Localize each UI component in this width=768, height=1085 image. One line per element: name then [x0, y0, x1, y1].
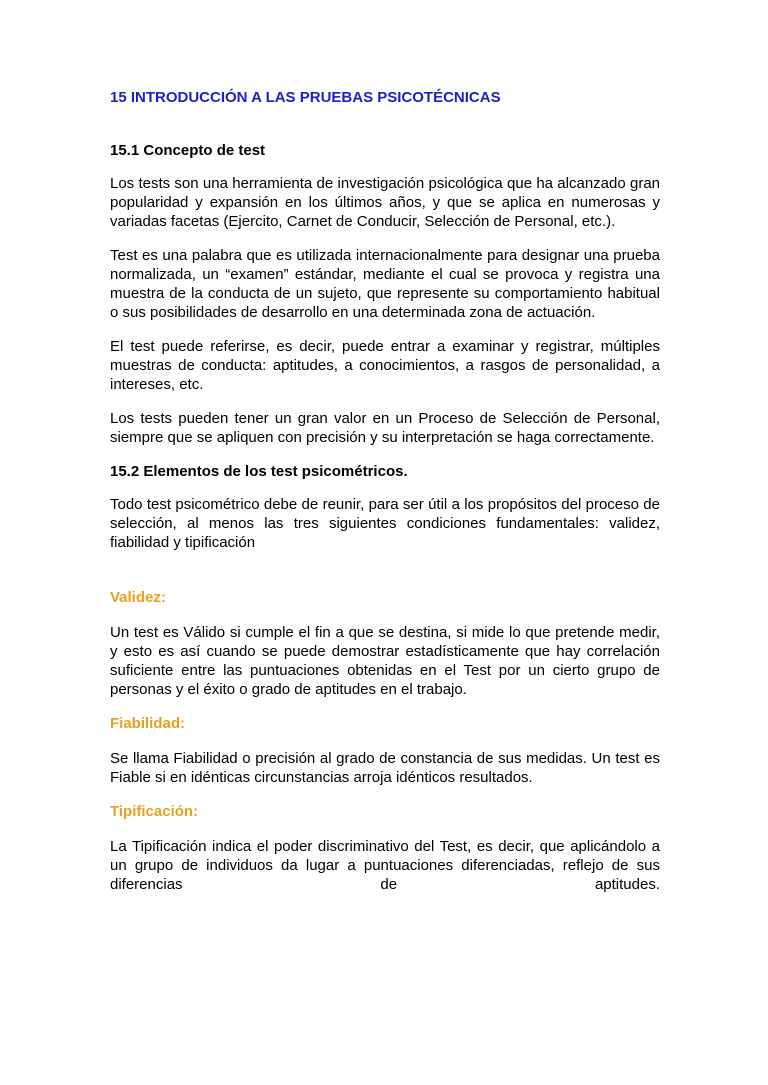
- chapter-title: 15 INTRODUCCIÓN A LAS PRUEBAS PSICOTÉCNICAS: [110, 89, 501, 106]
- validez-text: Un test es Válido si cumple el fin a que se destina, si mide lo que pretende medir, y esto es así cuando se puede demostrar estadísticamente que hay correlación suficiente entre las puntuaciones obtenidas en el Test por un cierto grupo de personas y el éxito o grado de aptitudes en el trabajo.: [110, 624, 660, 698]
- section-2-title: 15.2 Elementos de los test psicométricos.: [110, 463, 408, 480]
- tipificacion-heading: Tipificación:: [110, 803, 199, 820]
- section-1-paragraph-4: Los tests pueden tener un gran valor en un Proceso de Selección de Personal, siempre que se apliquen con precisión y su interpretación se haga correctamente.: [110, 410, 660, 446]
- validez-heading: Validez:: [110, 589, 166, 606]
- section-1-paragraph-3: El test puede referirse, es decir, puede entrar a examinar y registrar, múltiples muestras de conducta: aptitudes, a conocimientos, a rasgos de personalidad, a intereses, etc.: [110, 338, 660, 393]
- section-concepto-de-test: [110, 141, 660, 447]
- section-1-paragraph-2: Test es una palabra que es utilizada internacionalmente para designar una prueba normalizada, un “examen” estándar, mediante el cual se provoca y registra una muestra de la conducta de un sujeto, que represente su comportamiento habitual o sus posibilidades de desarrollo en una determinada zona de actuación.: [110, 247, 660, 321]
- section-1-title: 15.1 Concepto de test: [110, 142, 266, 159]
- tipificacion-text: La Tipificación indica el poder discriminativo del Test, es decir, que aplicándolo a un grupo de individuos da lugar a puntuaciones diferenciadas, reflejo de sus diferencias de aptitudes.: [110, 838, 660, 893]
- section-1-paragraph-1: Los tests son una herramienta de investigación psicológica que ha alcanzado gran popularidad y expansión en los últimos años, y que se aplica en numerosas y variadas facetas (Ejercito, Carnet de Conducir, Selección de Personal, etc.).: [110, 175, 660, 230]
- fiabilidad-heading: Fiabilidad:: [110, 715, 185, 732]
- section-elementos-test: [110, 462, 660, 894]
- section-2-intro: Todo test psicométrico debe de reunir, para ser útil a los propósitos del proceso de selección, al menos las tres siguientes condiciones fundamentales: validez, fiabilidad y tipificación: [110, 496, 660, 551]
- fiabilidad-text: Se llama Fiabilidad o precisión al grado de constancia de sus medidas. Un test es Fiable si en idénticas circunstancias arroja idénticos resultados.: [110, 750, 660, 786]
